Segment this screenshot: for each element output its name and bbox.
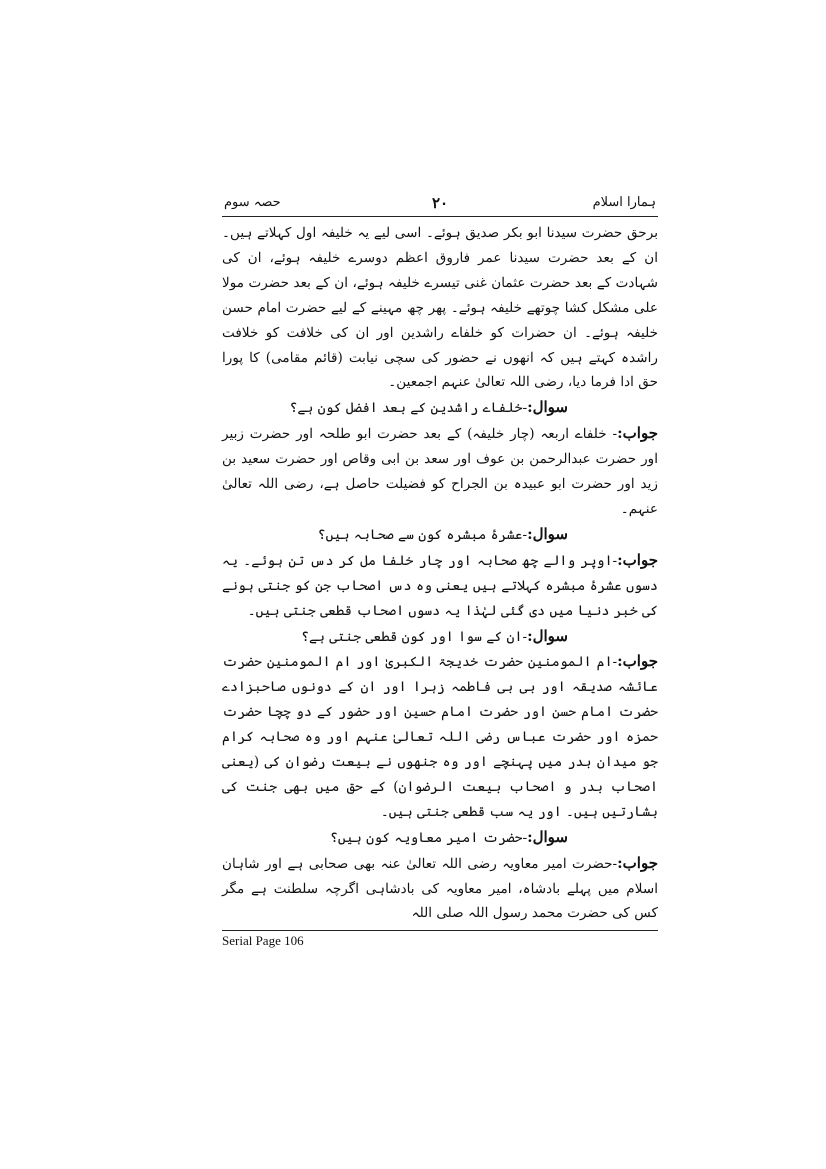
question (222, 395, 658, 421)
answer (222, 649, 658, 824)
question-text: -حضرت امیر معاویہ کون ہیں؟ (329, 829, 528, 846)
answer-label: جواب: (617, 652, 658, 671)
answer-label: جواب: (617, 853, 658, 872)
question-text: -ان کے سوا اور کون قطعی جنتی ہے؟ (301, 628, 528, 645)
answer (222, 421, 658, 522)
answer (222, 548, 658, 624)
question-text: -خلفاے راشدین کے بعد افضل کون ہے؟ (289, 400, 528, 417)
answer-text: - خلفاے اربعہ (چار خلیفہ) کے بعد حضرت ابو طلحہ اور حضرت زبیر اور حضرت عبدالرحمن بن عوف اور سعد بن ابی وقاص اور حضرت سعید بن زید اور حضرت ابو عبیدہ بن الجراح کو فضیلت حاصل ہے، رضی اللہ تعالیٰ عنہم۔ (222, 426, 658, 517)
page-number: ۲۰ (431, 194, 449, 212)
question (222, 522, 658, 548)
page-header (222, 192, 658, 217)
paragraph (222, 220, 658, 395)
question-label: سوال: (527, 524, 568, 543)
book-title: ہمارا اسلام (592, 195, 656, 210)
book-page (222, 192, 658, 949)
question-label: سوال: (527, 398, 568, 417)
answer-label: جواب: (617, 424, 658, 443)
answer-text: -اوپر والے چھ صحابہ اور چار خلفا مل کر دس تن ہوئے۔ یہ دسوں عشرۂ مبشرہ کہلاتے ہیں یعنی وہ دس اصحاب جن کو جنتی ہونے کی خبر دنیا میں دی گئی لہٰذا یہ دسوں اصحاب قطعی جنتی ہیں۔ (222, 552, 658, 619)
page-body (222, 217, 658, 926)
question-label: سوال: (527, 626, 568, 645)
question (222, 624, 658, 650)
question-text: -عشرۂ مبشرہ کون سے صحابہ ہیں؟ (317, 526, 528, 543)
serial-page-label: Serial Page 106 (222, 933, 304, 949)
answer-text: -حضرت امیر معاویہ رضی اللہ تعالیٰ عنہ بھی صحابی ہے اور شاہان اسلام میں پہلے بادشاہ، امیر معاویہ کی بادشاہی اگرچہ سلطنت ہے مگر کس کی حضرت محمد رسول اللہ صلی اللہ (222, 855, 658, 922)
question (222, 825, 658, 851)
paragraph-text: برحق حضرت سیدنا ابو بکر صدیق ہوئے۔ اسی لیے یہ خلیفہ اول کہلاتے ہیں۔ ان کے بعد حضرت سیدنا عمر فاروق اعظم دوسرے خلیفہ ہوئے، ان کی شہادت کے بعد حضرت عثمان غنی تیسرے خلیفہ ہوئے، ان کے بعد حضرت مولا علی مشکل کشا چوتھے خلیفہ ہوئے۔ پھر چھ مہینے کے لیے حضرت امام حسن خلیفہ ہوئے۔ ان حضرات کو خلفاے راشدین اور ان کی خلافت کو خلافت راشدہ کہتے ہیں کہ انھوں نے حضور کی سچی نیابت (قائم مقامی) کا پورا حق ادا فرما دیا، رضی اللہ تعالیٰ عنہم اجمعین۔ (222, 225, 658, 391)
part-label: حصہ سوم (224, 195, 281, 210)
answer-label: جواب: (617, 550, 658, 569)
question-label: سوال: (527, 827, 568, 846)
answer-text: -ام المومنین حضرت خدیجۃ الکبریٰ اور ام المومنین حضرت عائشہ صدیقہ اور بی بی فاطمہ زہرا اور ان کے دونوں صاحبزادے حضرت امام حسن اور حضرت امام حسین اور حضور کے دو چچا حضرت حمزہ اور حضرت عباس رضی اللہ تعالیٰ عنہم اور وہ صحابہ کرام جو میدان بدر میں پہنچے اور وہ جنھوں نے بیعت رضوان کی (یعنی اصحاب بدر و اصحاب بیعت الرضوان) کے حق میں بھی جنت کی بشارتیں ہیں۔ اور یہ سب قطعی جنتی ہیں۔ (222, 654, 658, 820)
answer (222, 851, 658, 927)
